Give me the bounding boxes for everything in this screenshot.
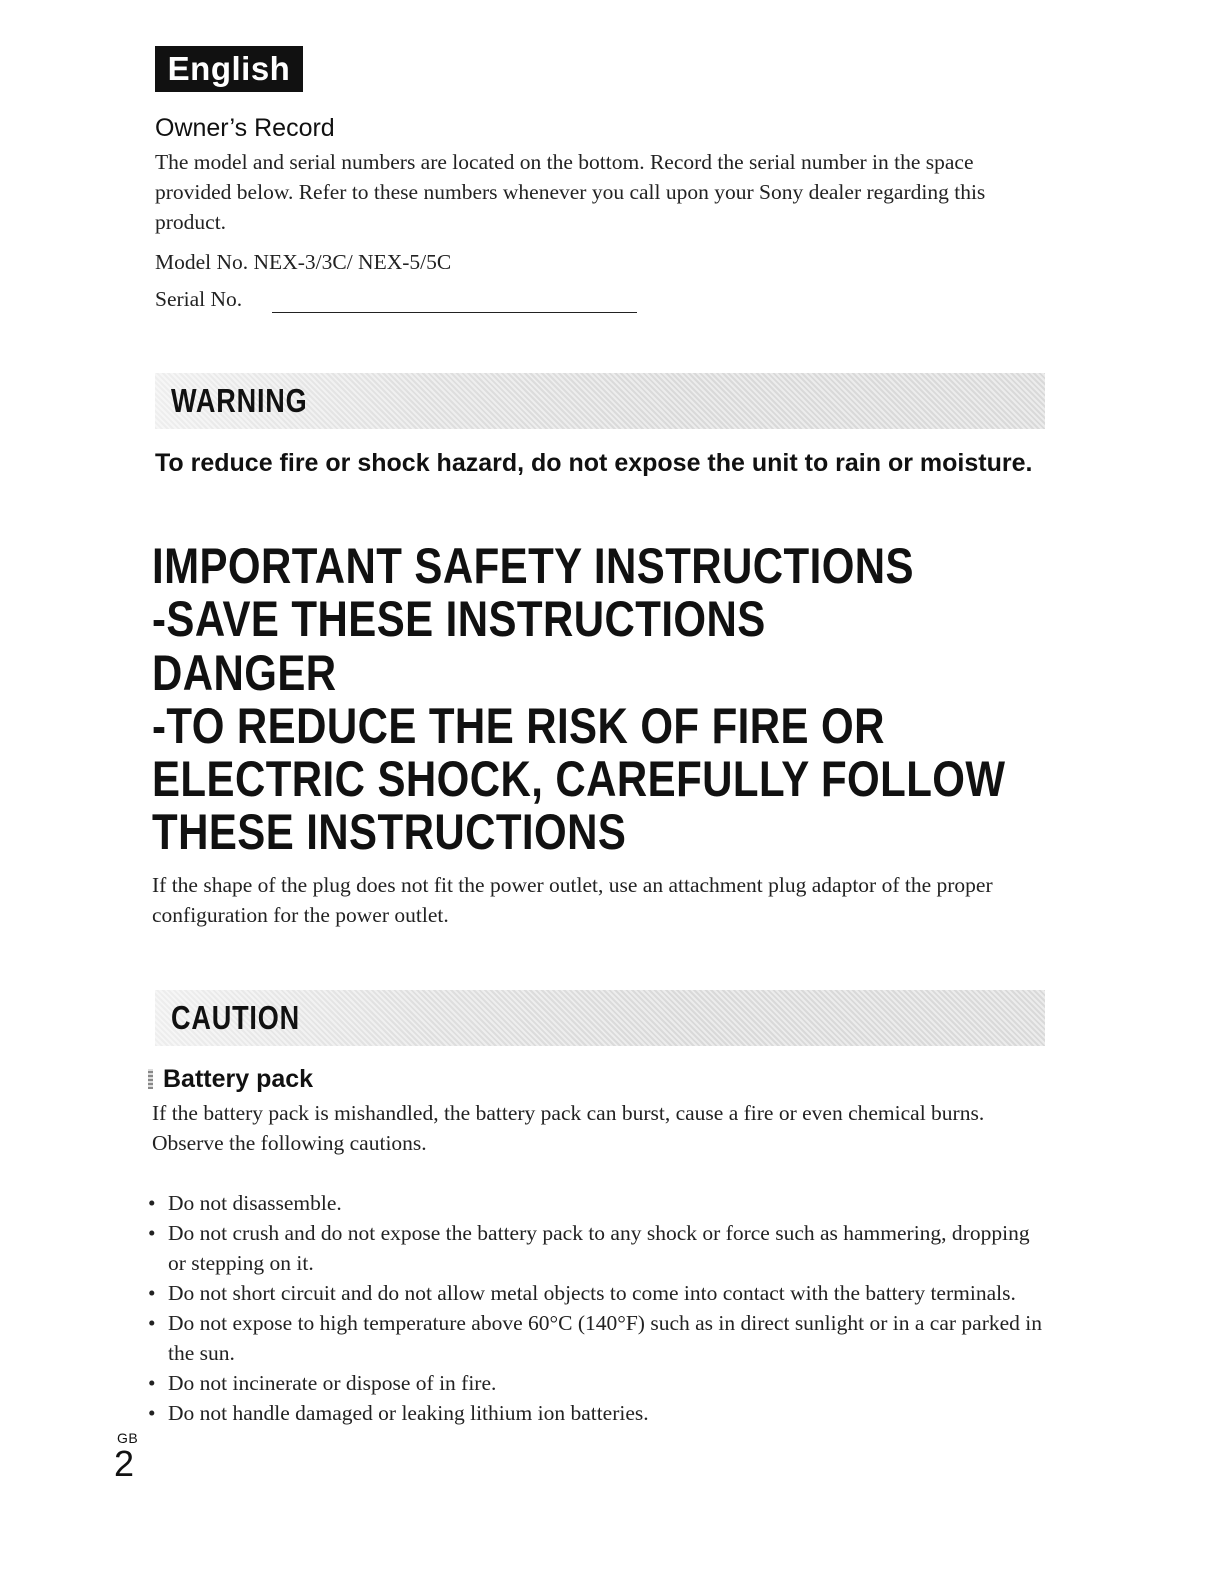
plug-adaptor-paragraph: If the shape of the plug does not fit the power outlet, use an attachment plug adaptor of the proper configuration for the power outlet. (152, 873, 993, 927)
owners-record-heading: Owner’s Record (155, 114, 335, 142)
page-region-code: GB (117, 1430, 139, 1446)
list-item: • Do not incinerate or dispose of in fire. (148, 1368, 1048, 1398)
list-item: • Do not crush and do not expose the battery pack to any shock or force such as hammering, dropping or stepping on it. (148, 1218, 1048, 1278)
warning-section-bar (155, 373, 1045, 429)
important-line: -SAVE THESE INSTRUCTIONS (152, 591, 766, 648)
warning-label: WARNING (171, 382, 308, 419)
serial-number-label: Serial No. (155, 287, 243, 311)
caution-section-bar (155, 990, 1045, 1046)
important-line: -TO REDUCE THE RISK OF FIRE OR (152, 697, 885, 754)
important-line: IMPORTANT SAFETY INSTRUCTIONS (152, 538, 914, 594)
page-number: 2 (114, 1443, 135, 1484)
warning-statement: To reduce fire or shock hazard, do not expose the unit to rain or moisture. (155, 449, 1033, 477)
section-marker-icon (148, 1069, 153, 1089)
important-safety-instructions (152, 540, 1212, 860)
list-item: • Do not disassemble. (148, 1188, 1048, 1218)
list-item: • Do not expose to high temperature above 60°C (140°F) such as in direct sunlight or in a car parked in the sun. (148, 1308, 1048, 1368)
important-line: THESE INSTRUCTIONS (152, 804, 627, 861)
list-item: • Do not short circuit and do not allow metal objects to come into contact with the battery terminals. (148, 1278, 1048, 1308)
caution-label: CAUTION (171, 999, 301, 1036)
model-number-line: Model No. NEX-3/3C/ NEX-5/5C (155, 250, 452, 274)
battery-pack-heading-text: Battery pack (163, 1065, 314, 1093)
owners-record-paragraph: The model and serial numbers are located on the bottom. Record the serial number in the space provided below. Refer to these numbers whenever you call upon your Sony dealer regarding this product. (155, 150, 986, 234)
battery-pack-heading (148, 1063, 313, 1095)
list-item: • Do not handle damaged or leaking lithium ion batteries. (148, 1398, 1048, 1428)
battery-pack-paragraph: If the battery pack is mishandled, the battery pack can burst, cause a fire or even chemical burns. Observe the following cautions. (152, 1101, 985, 1155)
language-tab: English (155, 46, 303, 92)
important-line: DANGER (152, 644, 337, 701)
serial-number-blank-line (272, 312, 637, 313)
important-line: ELECTRIC SHOCK, CAREFULLY FOLLOW (152, 751, 1006, 808)
battery-caution-list (148, 1188, 1048, 1428)
